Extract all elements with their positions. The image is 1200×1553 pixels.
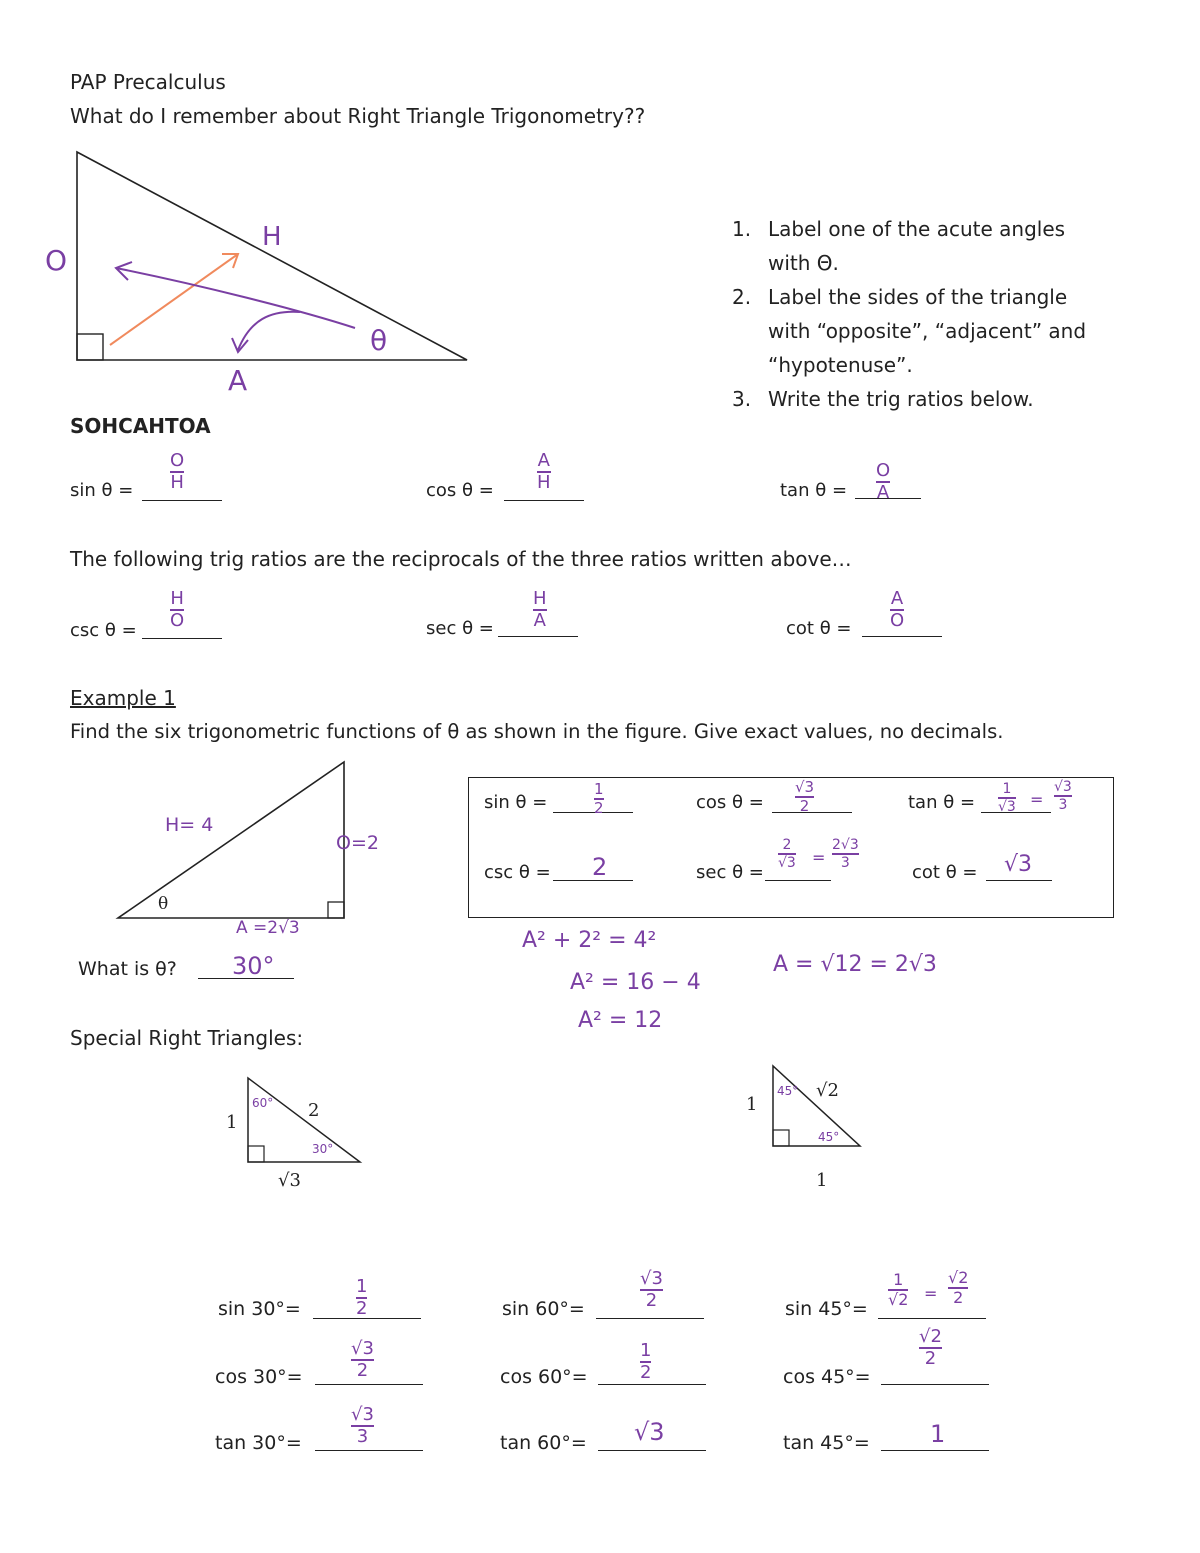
example-theta-label: θ — [158, 894, 169, 914]
cos30-blank[interactable] — [315, 1384, 423, 1385]
t1-angle-right: 30° — [312, 1142, 334, 1156]
t1-side-bottom: √3 — [278, 1170, 301, 1191]
example-prompt: Find the six trigonometric functions of θ as shown in the figure. Give exact values, no decimals. — [70, 720, 1004, 743]
sin60-answer: √3 2 — [640, 1268, 663, 1311]
csc-label: csc θ = — [70, 620, 137, 641]
box-csc-answer: 2 — [592, 853, 608, 881]
what-is-theta-answer: 30° — [232, 952, 275, 980]
tan60-label: tan 60°= — [500, 1432, 587, 1454]
work-line-3: A² = 12 — [578, 1008, 663, 1033]
sec-answer: H A — [533, 588, 547, 631]
tan30-label: tan 30°= — [215, 1432, 302, 1454]
t1-side-left: 1 — [226, 1112, 238, 1133]
example-adj-label: A =2√3 — [236, 918, 300, 938]
box-cot-label: cot θ = — [912, 862, 978, 883]
cos30-answer: √3 2 — [351, 1338, 374, 1381]
label-opposite: O — [45, 244, 68, 277]
work-line-2: A² = 16 − 4 — [570, 970, 701, 995]
box-cos-answer: √3 2 — [795, 778, 815, 815]
course-title: PAP Precalculus — [70, 70, 226, 94]
cos60-blank[interactable] — [598, 1384, 706, 1385]
example-opp-label: O=2 — [336, 832, 379, 854]
sin60-blank[interactable] — [596, 1318, 704, 1319]
work-line-4: A = √12 = 2√3 — [773, 952, 937, 977]
label-hypotenuse: H — [262, 222, 282, 252]
sec-label: sec θ = — [426, 618, 494, 639]
label-theta: θ — [370, 324, 388, 357]
box-tan-answer-a: 1 √3 — [998, 781, 1016, 815]
cos-label: cos θ = — [426, 480, 494, 501]
box-sec-label: sec θ = — [696, 862, 764, 883]
box-cos-label: cos θ = — [696, 792, 764, 813]
tan45-answer: 1 — [930, 1420, 946, 1448]
cot-answer: A O — [890, 588, 905, 631]
sin30-label: sin 30°= — [218, 1298, 301, 1320]
special-triangles-title: Special Right Triangles: — [70, 1026, 304, 1050]
box-sec-equals: = — [812, 848, 826, 867]
example-title: Example 1 — [70, 686, 176, 710]
box-csc-label: csc θ = — [484, 862, 551, 883]
sin45-blank[interactable] — [878, 1318, 986, 1319]
box-sec-answer-b: 2√3 3 — [832, 837, 859, 871]
tan-answer: O A — [876, 460, 891, 503]
sin30-blank[interactable] — [313, 1318, 421, 1319]
tan30-blank[interactable] — [315, 1450, 423, 1451]
box-tan-label: tan θ = — [908, 792, 976, 813]
instruction-2: 2. Label the sides of the triangle with “opposite”, “adjacent” and “hypotenuse”. — [732, 285, 1087, 377]
cos60-answer: 1 2 — [640, 1340, 652, 1383]
t1-angle-top: 60° — [252, 1096, 274, 1110]
tan-label: tan θ = — [780, 480, 848, 501]
csc-answer: H O — [170, 588, 185, 631]
box-sin-answer: 1 2 — [594, 780, 604, 817]
work-line-1: A² + 2² = 4² — [522, 928, 657, 953]
sin45-answer-b: √2 2 — [948, 1268, 969, 1307]
sohcahtoa-heading: SOHCAHTOA — [70, 414, 211, 438]
sin45-answer-a: 1 √2 — [888, 1270, 909, 1309]
box-sec-answer-a: 2 √3 — [778, 837, 796, 871]
sin-answer: O H — [170, 450, 185, 493]
tan45-blank[interactable] — [881, 1450, 989, 1451]
cos30-label: cos 30°= — [215, 1366, 303, 1388]
sin60-label: sin 60°= — [502, 1298, 585, 1320]
box-tan-answer-b: √3 3 — [1054, 779, 1072, 813]
reciprocal-intro: The following trig ratios are the reciprocals of the three ratios written above… — [70, 547, 852, 571]
t2-angle-right: 45° — [818, 1130, 840, 1144]
box-sin-label: sin θ = — [484, 792, 548, 813]
box-tan-equals: = — [1030, 790, 1044, 809]
t2-side-hyp: √2 — [816, 1080, 839, 1101]
t1-side-hyp: 2 — [308, 1100, 320, 1121]
instruction-1: 1. Label one of the acute angles with Θ. — [732, 217, 1066, 275]
what-is-theta-label: What is θ? — [78, 958, 177, 980]
t2-angle-top: 45° — [777, 1084, 799, 1098]
cos45-answer: √2 2 — [919, 1326, 942, 1369]
tan60-answer: √3 — [634, 1418, 665, 1446]
page-question: What do I remember about Right Triangle Trigonometry?? — [70, 104, 646, 128]
cot-label: cot θ = — [786, 618, 852, 639]
tan45-label: tan 45°= — [783, 1432, 870, 1454]
box-cot-answer: √3 — [1004, 852, 1033, 877]
cos45-label: cos 45°= — [783, 1366, 871, 1388]
cos60-label: cos 60°= — [500, 1366, 588, 1388]
sin45-equals: = — [924, 1284, 938, 1303]
example-hyp-label: H= 4 — [165, 814, 214, 836]
sin30-answer: 1 2 — [356, 1276, 368, 1319]
tan60-blank[interactable] — [598, 1450, 706, 1451]
tan30-answer: √3 3 — [351, 1404, 374, 1447]
label-adjacent: A — [228, 364, 248, 397]
sin45-label: sin 45°= — [785, 1298, 868, 1320]
t2-side-bottom: 1 — [816, 1170, 828, 1191]
cos45-blank[interactable] — [881, 1384, 989, 1385]
t2-side-left: 1 — [746, 1094, 758, 1115]
instruction-3: 3. Write the trig ratios below. — [732, 387, 1034, 411]
sin-label: sin θ = — [70, 480, 134, 501]
cos-answer: A H — [537, 450, 551, 493]
